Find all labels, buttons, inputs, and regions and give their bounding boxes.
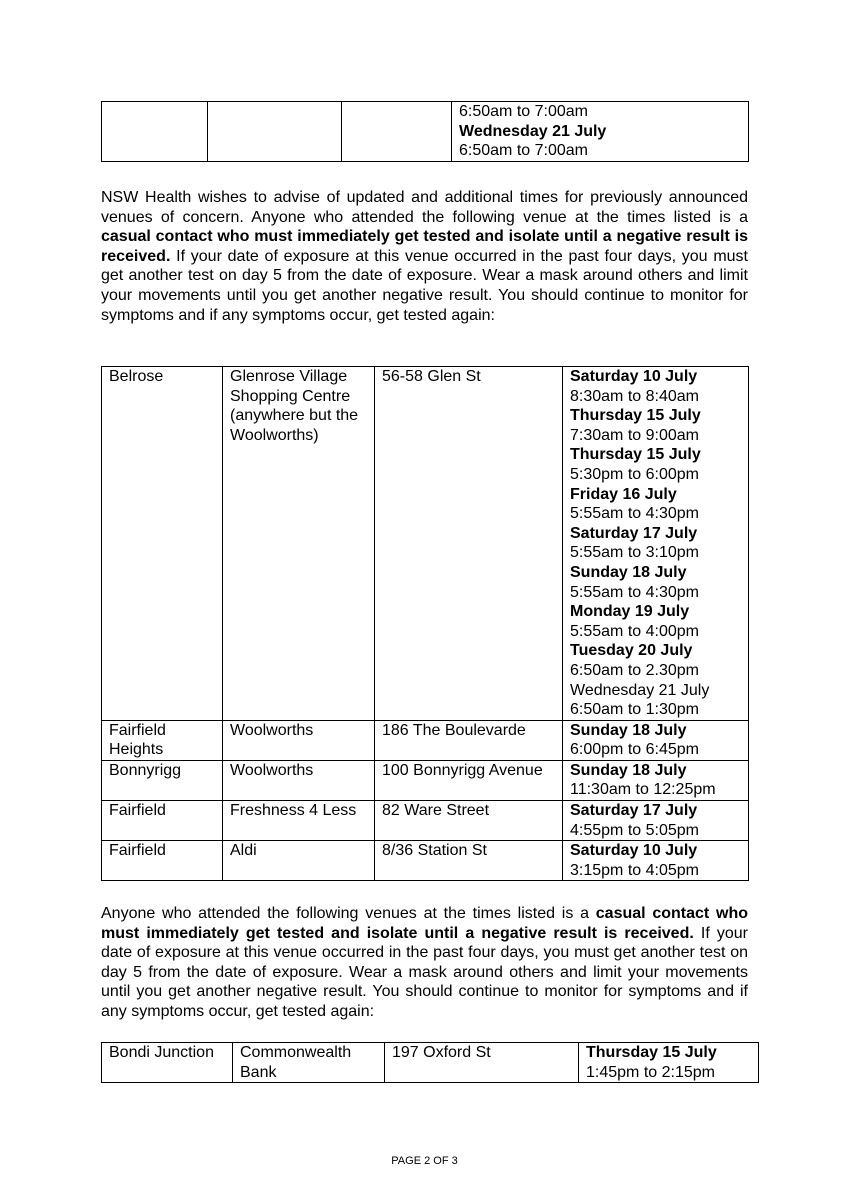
address-cell: 197 Oxford St xyxy=(385,1043,579,1083)
exposure-date: Thursday 15 July xyxy=(586,1044,717,1061)
venue-cell: Commonwealth Bank xyxy=(233,1043,385,1083)
suburb-cell: Fairfield xyxy=(102,841,223,881)
exposure-time: 3:15pm to 4:05pm xyxy=(570,861,699,879)
exposure-date: Thursday 15 July xyxy=(570,446,701,464)
venue-cell: Glenrose Village Shopping Centre (anywhere but the Woolworths) xyxy=(223,367,375,721)
exposure-date: Wednesday 21 July xyxy=(459,122,607,140)
table-row xyxy=(102,760,749,800)
paragraph-text: If your date of exposure at this venue occurred in the past four days, you must get another test on day 5 from the date of exposure. Wear a mask around others and limit your movements until you get another negative result. You should continue to monitor for symptoms and if any symptoms occur, get tested again: xyxy=(101,924,749,1020)
venue-cell: Woolworths xyxy=(223,760,375,800)
exposure-time: 5:55am to 4:00pm xyxy=(570,622,699,640)
suburb-cell: Bondi Junction xyxy=(102,1043,233,1083)
address-cell: 100 Bonnyrigg Avenue xyxy=(375,760,563,800)
exposure-date: Saturday 10 July xyxy=(570,368,698,385)
notice-paragraph-1 xyxy=(101,188,748,325)
exposure-time: Wednesday 21 July xyxy=(570,681,710,699)
exposure-time: 1:45pm to 2:15pm xyxy=(586,1063,715,1081)
suburb-cell: Fairfield Heights xyxy=(102,720,223,760)
address-cell: 56-58 Glen St xyxy=(375,367,563,721)
exposure-times-cell xyxy=(563,801,749,841)
exposure-date: Monday 19 July xyxy=(570,603,690,621)
venue-cell: Woolworths xyxy=(223,720,375,760)
suburb-cell: Belrose xyxy=(102,367,223,721)
table-row xyxy=(102,1043,759,1083)
table-row xyxy=(102,720,749,760)
exposure-times-cell xyxy=(563,841,749,881)
exposure-time: 6:50am to 7:00am xyxy=(459,142,588,160)
exposure-times-cell xyxy=(563,760,749,800)
paragraph-bold-text: casual contact who must immediately get tested and isolate until a negative result is received. xyxy=(101,228,748,265)
exposure-date: Sunday 18 July xyxy=(570,761,687,779)
suburb-cell: Bonnyrigg xyxy=(102,760,223,800)
address-cell: 8/36 Station St xyxy=(375,841,563,881)
suburb-cell: Fairfield xyxy=(102,801,223,841)
exposure-time: 5:55am to 4:30pm xyxy=(570,583,699,601)
exposure-date: Saturday 10 July xyxy=(570,842,698,860)
exposure-time: 5:30pm to 6:00pm xyxy=(570,465,699,483)
exposure-date: Tuesday 20 July xyxy=(570,642,693,660)
venue-table-continued xyxy=(101,101,749,162)
paragraph-bold-text: casual contact who must immediately get tested and isolate until a negative result is received. xyxy=(101,905,749,942)
exposure-time: 5:55am to 3:10pm xyxy=(570,544,699,562)
exposure-date: Friday 16 July xyxy=(570,485,677,503)
address-cell: 186 The Boulevarde xyxy=(375,720,563,760)
exposure-time: 8:30am to 8:40am xyxy=(570,387,699,405)
exposure-date: Saturday 17 July xyxy=(570,802,698,820)
exposure-time: 6:50am to 2.30pm xyxy=(570,661,699,679)
venue-cell xyxy=(208,102,342,162)
exposure-time: 6:50am to 7:00am xyxy=(459,103,588,120)
paragraph-text: NSW Health wishes to advise of updated and additional times for previously announced venues of concern. Anyone who attended the following venue at the times listed is a xyxy=(101,189,748,226)
paragraph-text: If your date of exposure at this venue occurred in the past four days, you must get another test on day 5 from the date of exposure. Wear a mask around others and limit your movements until you get another negative result. You should continue to monitor for symptoms and if any symptoms occur, get tested again: xyxy=(101,247,748,324)
exposure-time: 5:55am to 4:30pm xyxy=(570,505,699,523)
exposure-times-cell xyxy=(563,720,749,760)
exposure-date: Sunday 18 July xyxy=(570,721,687,739)
table-row xyxy=(102,801,749,841)
notice-paragraph-2 xyxy=(101,904,748,1022)
table-body xyxy=(102,367,749,881)
venue-table-updated xyxy=(101,366,749,881)
exposure-date: Sunday 18 July xyxy=(570,563,687,581)
venue-cell: Aldi xyxy=(223,841,375,881)
table-row xyxy=(102,102,749,162)
exposure-time: 7:30am to 9:00am xyxy=(570,426,699,444)
table-row xyxy=(102,841,749,881)
table-body xyxy=(102,1043,759,1083)
exposure-time: 6:00pm to 6:45pm xyxy=(570,741,699,759)
exposure-times-cell xyxy=(579,1043,759,1083)
venue-table-additional xyxy=(101,1042,759,1083)
exposure-times-cell xyxy=(563,367,749,721)
exposure-time: 11:30am to 12:25pm xyxy=(570,781,716,799)
address-cell xyxy=(342,102,452,162)
exposure-times-cell xyxy=(452,102,749,162)
paragraph-text: Anyone who attended the following venues at the times listed is a xyxy=(101,905,596,922)
table-row xyxy=(102,367,749,721)
exposure-date: Saturday 17 July xyxy=(570,524,698,542)
page-footer: PAGE 2 OF 3 xyxy=(391,1155,458,1167)
exposure-date: Thursday 15 July xyxy=(570,407,701,425)
venue-cell: Freshness 4 Less xyxy=(223,801,375,841)
exposure-time: 4:55pm to 5:05pm xyxy=(570,821,699,839)
suburb-cell xyxy=(102,102,208,162)
exposure-time: 6:50am to 1:30pm xyxy=(570,701,699,719)
table-body xyxy=(102,102,749,162)
address-cell: 82 Ware Street xyxy=(375,801,563,841)
